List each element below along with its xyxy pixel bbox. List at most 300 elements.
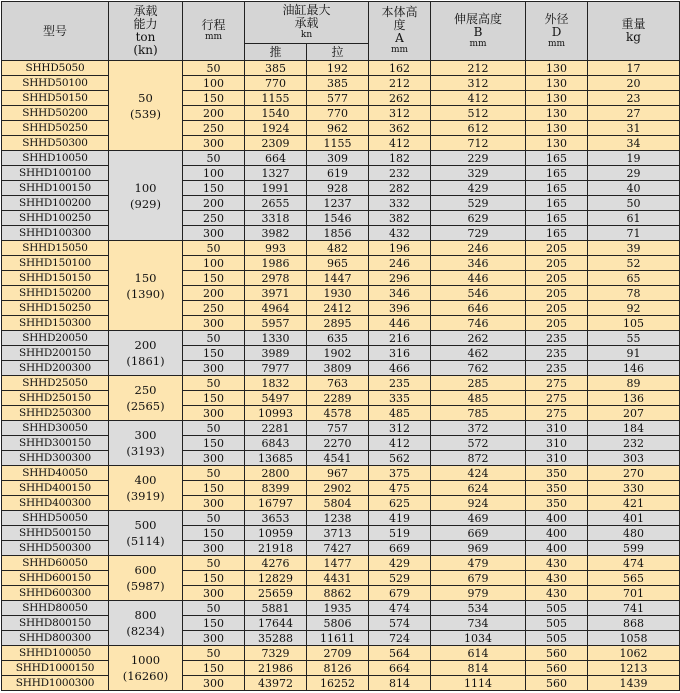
weight-cell: 71 [588,226,680,241]
capacity-cell [109,241,183,331]
stroke-cell: 100 [183,76,245,91]
capacity-kn: (5114) [126,534,165,548]
outer-diameter-cell: 205 [526,256,588,271]
model-cell: SHHD20050 [2,331,109,346]
extended-height-cell: 924 [431,496,526,511]
extended-height-cell: 346 [431,256,526,271]
outer-diameter-cell: 275 [526,406,588,421]
stroke-cell: 50 [183,646,245,661]
weight-cell: 741 [588,601,680,616]
weight-cell: 105 [588,316,680,331]
table-row [2,91,680,106]
stroke-cell: 300 [183,631,245,646]
body-height-cell: 625 [369,496,431,511]
weight-cell: 480 [588,526,680,541]
pull-load-cell: 1477 [307,556,369,571]
table-row [2,271,680,286]
weight-cell: 599 [588,541,680,556]
extended-height-cell: 629 [431,211,526,226]
push-load-cell: 4276 [245,556,307,571]
spec-table-body [2,61,680,691]
table-row [2,106,680,121]
push-load-cell: 7329 [245,646,307,661]
stroke-cell: 50 [183,511,245,526]
model-cell: SHHD40050 [2,466,109,481]
pull-load-cell: 1237 [307,196,369,211]
push-load-cell: 3318 [245,211,307,226]
stroke-cell: 150 [183,481,245,496]
stroke-cell: 300 [183,136,245,151]
table-row [2,541,680,556]
body-height-cell: 475 [369,481,431,496]
body-height-cell: 574 [369,616,431,631]
outer-diameter-cell: 310 [526,451,588,466]
pull-load-cell: 2289 [307,391,369,406]
pull-load-cell: 2270 [307,436,369,451]
table-row [2,196,680,211]
pull-load-cell: 5806 [307,616,369,631]
weight-cell: 184 [588,421,680,436]
table-row [2,151,680,166]
table-row [2,511,680,526]
weight-cell: 136 [588,391,680,406]
extended-height-cell: 669 [431,526,526,541]
stroke-cell: 300 [183,316,245,331]
table-row [2,661,680,676]
capacity-ton: 600 [134,563,157,577]
extended-height-cell: 762 [431,361,526,376]
spec-table [1,1,680,691]
header-pull: 拉 [307,44,369,61]
model-cell: SHHD400300 [2,496,109,511]
pull-load-cell: 2902 [307,481,369,496]
push-load-cell: 21918 [245,541,307,556]
extended-height-cell: 212 [431,61,526,76]
pull-load-cell: 1930 [307,286,369,301]
push-load-cell: 8399 [245,481,307,496]
outer-diameter-cell: 430 [526,586,588,601]
stroke-cell: 100 [183,166,245,181]
capacity-kn: (539) [130,106,161,121]
pull-load-cell: 1238 [307,511,369,526]
weight-cell: 868 [588,616,680,631]
outer-diameter-cell: 130 [526,61,588,76]
extended-height-cell: 572 [431,436,526,451]
weight-cell: 29 [588,166,680,181]
model-cell: SHHD100050 [2,646,109,661]
stroke-cell: 300 [183,451,245,466]
stroke-cell: 300 [183,496,245,511]
push-load-cell: 3989 [245,346,307,361]
capacity-ton: 200 [134,338,157,352]
model-cell: SHHD50050 [2,511,109,526]
model-cell: SHHD5050 [2,61,109,76]
model-cell: SHHD300300 [2,451,109,466]
model-cell: SHHD60050 [2,556,109,571]
extended-height-cell: 246 [431,241,526,256]
extended-height-cell: 285 [431,376,526,391]
capacity-cell [109,466,183,511]
stroke-cell: 150 [183,526,245,541]
table-row [2,496,680,511]
stroke-cell: 300 [183,361,245,376]
table-row [2,481,680,496]
extended-height-cell: 312 [431,76,526,91]
body-height-cell: 724 [369,631,431,646]
weight-cell: 39 [588,241,680,256]
extended-height-cell: 969 [431,541,526,556]
model-cell: SHHD150100 [2,256,109,271]
push-load-cell: 3982 [245,226,307,241]
body-height-cell: 216 [369,331,431,346]
model-cell: SHHD30050 [2,421,109,436]
capacity-ton: 300 [134,428,157,442]
outer-diameter-cell: 310 [526,436,588,451]
push-load-cell: 7977 [245,361,307,376]
push-load-cell: 6843 [245,436,307,451]
stroke-cell: 200 [183,286,245,301]
outer-diameter-cell: 130 [526,91,588,106]
outer-diameter-cell: 430 [526,556,588,571]
pull-load-cell: 16252 [307,676,369,691]
extended-height-cell: 462 [431,346,526,361]
weight-cell: 1058 [588,631,680,646]
push-load-cell: 5957 [245,316,307,331]
push-load-cell: 4964 [245,301,307,316]
push-load-cell: 1924 [245,121,307,136]
model-cell: SHHD50100 [2,76,109,91]
model-cell: SHHD250300 [2,406,109,421]
outer-diameter-cell: 130 [526,136,588,151]
model-cell: SHHD15050 [2,241,109,256]
outer-diameter-cell: 235 [526,331,588,346]
header-max-load: 油缸最大 承载 kn [245,2,369,44]
stroke-cell: 50 [183,331,245,346]
outer-diameter-cell: 430 [526,571,588,586]
outer-diameter-cell: 235 [526,361,588,376]
model-cell: SHHD50250 [2,121,109,136]
weight-cell: 330 [588,481,680,496]
stroke-cell: 150 [183,181,245,196]
body-height-cell: 396 [369,301,431,316]
body-height-cell: 335 [369,391,431,406]
table-row [2,376,680,391]
body-height-cell: 562 [369,451,431,466]
stroke-cell: 50 [183,421,245,436]
extended-height-cell: 469 [431,511,526,526]
model-cell: SHHD400150 [2,481,109,496]
capacity-cell [109,151,183,241]
table-row [2,466,680,481]
table-row [2,421,680,436]
outer-diameter-cell: 130 [526,76,588,91]
pull-load-cell: 1155 [307,136,369,151]
table-row [2,166,680,181]
model-cell: SHHD100150 [2,181,109,196]
capacity-ton: 50 [138,90,153,105]
capacity-cell [109,646,183,691]
weight-cell: 65 [588,271,680,286]
pull-load-cell: 763 [307,376,369,391]
extended-height-cell: 785 [431,406,526,421]
outer-diameter-cell: 165 [526,211,588,226]
outer-diameter-cell: 130 [526,106,588,121]
push-load-cell: 2978 [245,271,307,286]
header-weight: 重量 kg [588,2,680,61]
body-height-cell: 432 [369,226,431,241]
table-row [2,256,680,271]
pull-load-cell: 757 [307,421,369,436]
header-outer-diameter: 外径 D mm [526,2,588,61]
stroke-cell: 250 [183,121,245,136]
pull-load-cell: 1546 [307,211,369,226]
model-cell: SHHD100300 [2,226,109,241]
pull-load-cell: 619 [307,166,369,181]
pull-load-cell: 5804 [307,496,369,511]
pull-load-cell: 2895 [307,316,369,331]
body-height-cell: 679 [369,586,431,601]
outer-diameter-cell: 350 [526,481,588,496]
model-cell: SHHD150300 [2,316,109,331]
body-height-cell: 332 [369,196,431,211]
body-height-cell: 162 [369,61,431,76]
pull-load-cell: 4431 [307,571,369,586]
body-height-cell: 474 [369,601,431,616]
push-load-cell: 1986 [245,256,307,271]
weight-cell: 1213 [588,661,680,676]
body-height-cell: 564 [369,646,431,661]
model-cell: SHHD100100 [2,166,109,181]
model-cell: SHHD150250 [2,301,109,316]
pull-load-cell: 3713 [307,526,369,541]
model-cell: SHHD200300 [2,361,109,376]
pull-load-cell: 4541 [307,451,369,466]
body-height-cell: 296 [369,271,431,286]
body-height-cell: 664 [369,661,431,676]
model-cell: SHHD100200 [2,196,109,211]
push-load-cell: 1330 [245,331,307,346]
extended-height-cell: 1034 [431,631,526,646]
table-row [2,76,680,91]
push-load-cell: 664 [245,151,307,166]
stroke-cell: 150 [183,436,245,451]
outer-diameter-cell: 130 [526,121,588,136]
outer-diameter-cell: 165 [526,226,588,241]
extended-height-cell: 546 [431,286,526,301]
outer-diameter-cell: 205 [526,286,588,301]
extended-height-cell: 424 [431,466,526,481]
push-load-cell: 12829 [245,571,307,586]
body-height-cell: 446 [369,316,431,331]
extended-height-cell: 614 [431,646,526,661]
table-row [2,586,680,601]
model-cell: SHHD80050 [2,601,109,616]
model-cell: SHHD10050 [2,151,109,166]
push-load-cell: 35288 [245,631,307,646]
stroke-cell: 50 [183,241,245,256]
outer-diameter-cell: 505 [526,616,588,631]
capacity-ton: 1000 [130,653,161,667]
extended-height-cell: 624 [431,481,526,496]
table-row [2,676,680,691]
capacity-cell [109,376,183,421]
table-row [2,181,680,196]
body-height-cell: 312 [369,106,431,121]
model-cell: SHHD25050 [2,376,109,391]
stroke-cell: 300 [183,586,245,601]
pull-load-cell: 3809 [307,361,369,376]
header-body-height: 本体高 度 A mm [369,2,431,61]
extended-height-cell: 979 [431,586,526,601]
stroke-cell: 150 [183,661,245,676]
outer-diameter-cell: 205 [526,241,588,256]
push-load-cell: 1327 [245,166,307,181]
weight-cell: 303 [588,451,680,466]
stroke-cell: 300 [183,226,245,241]
table-row [2,601,680,616]
capacity-ton: 100 [134,180,157,195]
body-height-cell: 362 [369,121,431,136]
pull-load-cell: 635 [307,331,369,346]
table-row [2,391,680,406]
weight-cell: 34 [588,136,680,151]
body-height-cell: 529 [369,571,431,586]
model-cell: SHHD500150 [2,526,109,541]
body-height-cell: 669 [369,541,431,556]
body-height-cell: 212 [369,76,431,91]
model-cell: SHHD1000150 [2,661,109,676]
body-height-cell: 232 [369,166,431,181]
push-load-cell: 21986 [245,661,307,676]
weight-cell: 55 [588,331,680,346]
table-row [2,241,680,256]
outer-diameter-cell: 205 [526,301,588,316]
model-cell: SHHD100250 [2,211,109,226]
body-height-cell: 282 [369,181,431,196]
weight-cell: 19 [588,151,680,166]
stroke-cell: 250 [183,301,245,316]
push-load-cell: 16797 [245,496,307,511]
model-cell: SHHD600300 [2,586,109,601]
weight-cell: 207 [588,406,680,421]
push-load-cell: 1832 [245,376,307,391]
weight-cell: 474 [588,556,680,571]
capacity-cell [109,556,183,601]
model-cell: SHHD1000300 [2,676,109,691]
extended-height-cell: 512 [431,106,526,121]
push-load-cell: 1991 [245,181,307,196]
stroke-cell: 50 [183,556,245,571]
model-cell: SHHD800300 [2,631,109,646]
header-model: 型号 [2,2,109,61]
capacity-ton: 400 [134,473,157,487]
body-height-cell: 466 [369,361,431,376]
table-row [2,121,680,136]
pull-load-cell: 965 [307,256,369,271]
extended-height-cell: 729 [431,226,526,241]
capacity-kn: (5987) [126,579,165,593]
weight-cell: 701 [588,586,680,601]
stroke-cell: 150 [183,271,245,286]
weight-cell: 27 [588,106,680,121]
body-height-cell: 814 [369,676,431,691]
weight-cell: 61 [588,211,680,226]
stroke-cell: 50 [183,151,245,166]
capacity-kn: (2565) [126,399,165,413]
weight-cell: 50 [588,196,680,211]
weight-cell: 565 [588,571,680,586]
table-row [2,406,680,421]
capacity-kn: (1861) [126,354,165,368]
push-load-cell: 43972 [245,676,307,691]
outer-diameter-cell: 560 [526,646,588,661]
outer-diameter-cell: 560 [526,661,588,676]
pull-load-cell: 385 [307,76,369,91]
body-height-cell: 196 [369,241,431,256]
stroke-cell: 300 [183,541,245,556]
stroke-cell: 50 [183,466,245,481]
model-cell: SHHD50150 [2,91,109,106]
stroke-cell: 50 [183,601,245,616]
extended-height-cell: 872 [431,451,526,466]
stroke-cell: 150 [183,571,245,586]
extended-height-cell: 734 [431,616,526,631]
outer-diameter-cell: 350 [526,466,588,481]
weight-cell: 20 [588,76,680,91]
push-load-cell: 5881 [245,601,307,616]
body-height-cell: 485 [369,406,431,421]
extended-height-cell: 372 [431,421,526,436]
extended-height-cell: 646 [431,301,526,316]
extended-height-cell: 329 [431,166,526,181]
body-height-cell: 262 [369,91,431,106]
weight-cell: 232 [588,436,680,451]
outer-diameter-cell: 400 [526,541,588,556]
table-row [2,526,680,541]
outer-diameter-cell: 350 [526,496,588,511]
table-row [2,361,680,376]
outer-diameter-cell: 165 [526,151,588,166]
weight-cell: 1439 [588,676,680,691]
pull-load-cell: 928 [307,181,369,196]
pull-load-cell: 1447 [307,271,369,286]
push-load-cell: 10993 [245,406,307,421]
push-load-cell: 2800 [245,466,307,481]
stroke-cell: 150 [183,616,245,631]
extended-height-cell: 446 [431,271,526,286]
body-height-cell: 316 [369,346,431,361]
table-row [2,571,680,586]
outer-diameter-cell: 505 [526,631,588,646]
capacity-kn: (1390) [126,286,165,301]
pull-load-cell: 1902 [307,346,369,361]
capacity-cell [109,511,183,556]
capacity-ton: 500 [134,518,157,532]
push-load-cell: 5497 [245,391,307,406]
table-row [2,346,680,361]
body-height-cell: 412 [369,136,431,151]
extended-height-cell: 746 [431,316,526,331]
model-cell: SHHD300150 [2,436,109,451]
pull-load-cell: 2709 [307,646,369,661]
stroke-cell: 50 [183,61,245,76]
push-load-cell: 13685 [245,451,307,466]
outer-diameter-cell: 165 [526,196,588,211]
weight-cell: 23 [588,91,680,106]
push-load-cell: 10959 [245,526,307,541]
outer-diameter-cell: 275 [526,376,588,391]
extended-height-cell: 229 [431,151,526,166]
